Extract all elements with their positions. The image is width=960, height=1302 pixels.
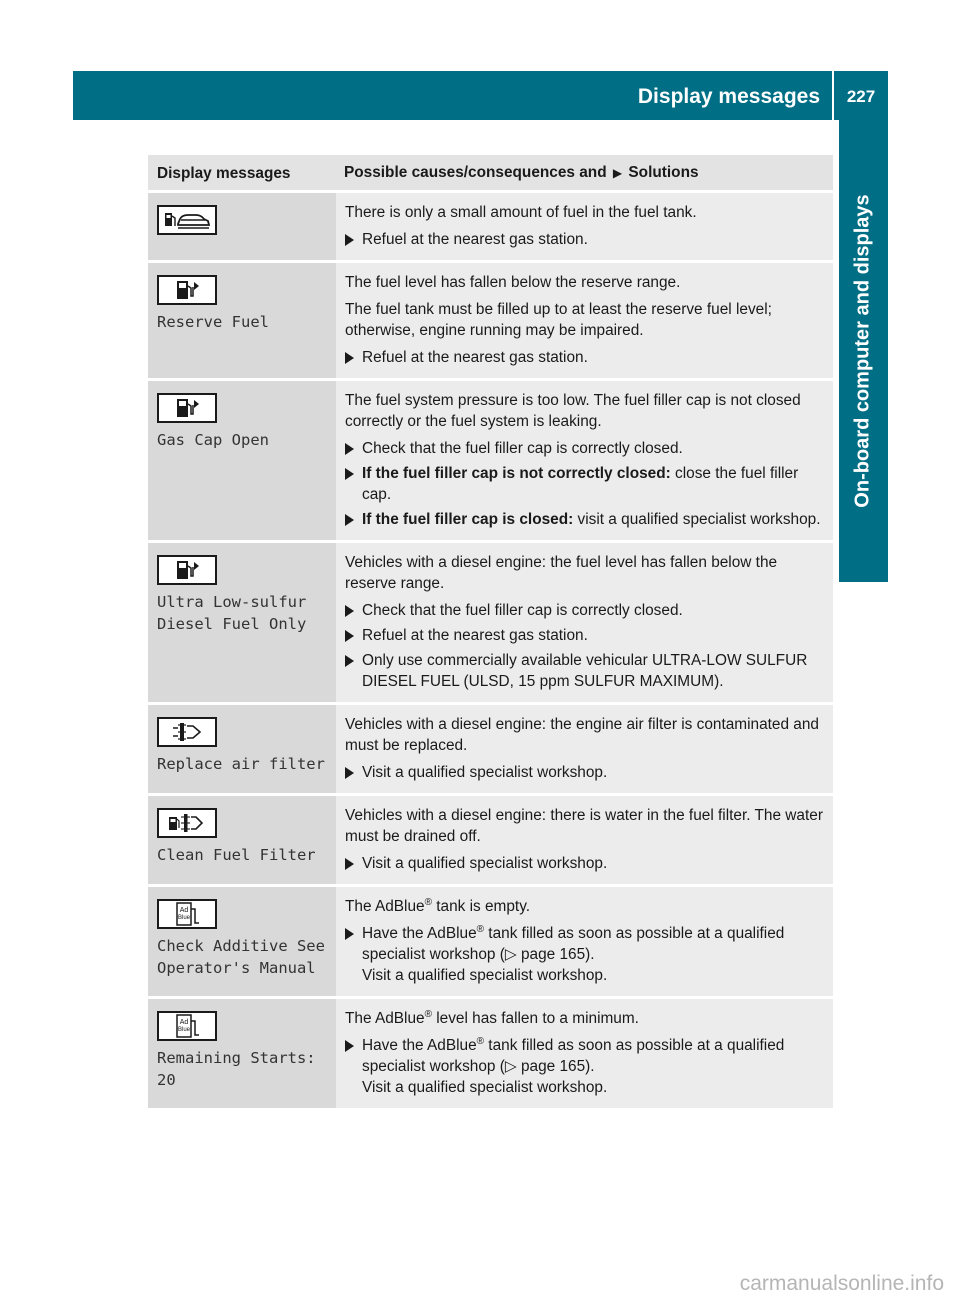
solution-step: Visit a qualified specialist workshop.	[345, 762, 827, 783]
message-cell	[148, 192, 336, 262]
step-arrow-icon	[345, 468, 354, 480]
fuel-car-icon	[157, 205, 217, 235]
solution-cell	[336, 704, 833, 795]
solution-cell	[336, 192, 833, 262]
page-number: 227	[846, 87, 876, 106]
section-title: Display messages	[637, 85, 820, 108]
step-arrow-icon	[345, 928, 354, 940]
display-message-text: Remaining Starts: 20	[157, 1049, 316, 1089]
chapter-marker	[850, 535, 887, 581]
solution-cell	[336, 380, 833, 542]
page-reference-link[interactable]: ▷ page 165	[504, 1058, 586, 1075]
air-filter-icon	[157, 717, 217, 747]
cause-text: The fuel system pressure is too low. The fuel filler cap is not closed correctly or the fuel system is leaking.	[345, 392, 801, 430]
message-cell	[148, 542, 336, 704]
solution-step: If the fuel filler cap is not correctly closed: close the fuel filler cap.	[345, 463, 827, 505]
display-message-text: Ultra Low-sulfur Diesel Fuel Only	[157, 593, 307, 633]
step-arrow-icon	[345, 443, 354, 455]
fuel-pump-icon	[157, 275, 217, 305]
solution-cell	[336, 998, 833, 1110]
solution-step: Refuel at the nearest gas station.	[345, 625, 827, 646]
cause-text: The AdBlue® level has fallen to a minimum.	[345, 1008, 639, 1027]
watermark: carmanualsonline.info	[739, 1272, 944, 1295]
step-arrow-icon	[345, 234, 354, 246]
display-message-text: Gas Cap Open	[157, 431, 269, 449]
table-row	[148, 998, 833, 1110]
table-header-row	[148, 155, 833, 192]
arrow-right-icon: ▶	[612, 166, 623, 180]
step-arrow-icon	[345, 352, 354, 364]
solution-cell	[336, 886, 833, 998]
step-arrow-icon	[345, 1040, 354, 1052]
step-arrow-icon	[345, 858, 354, 870]
adblue-blue-text: Blue	[177, 1027, 191, 1033]
step-arrow-icon	[345, 630, 354, 642]
header-solutions-text: Solutions	[628, 164, 699, 181]
cause-text: Vehicles with a diesel engine: the engine air filter is contaminated and must be replaced.	[345, 716, 819, 754]
adblue-ad-text: Ad	[179, 1019, 189, 1026]
step-arrow-icon	[345, 655, 354, 667]
message-cell	[148, 795, 336, 886]
cause-text: Vehicles with a diesel engine: there is water in the fuel filter. The water must be drained off.	[345, 807, 823, 845]
display-message-text: Check Additive See Operator's Manual	[157, 937, 325, 977]
step-arrow-icon	[345, 514, 354, 526]
table-row	[148, 704, 833, 795]
cause-text: There is only a small amount of fuel in the fuel tank.	[345, 204, 697, 221]
display-messages-table	[148, 155, 833, 1111]
message-cell	[148, 886, 336, 998]
solution-step: Check that the fuel filler cap is correctly closed.	[345, 438, 827, 459]
display-message-text: Replace air filter	[157, 755, 325, 773]
message-cell	[148, 380, 336, 542]
fuel-filter-icon	[157, 808, 217, 838]
cause-text: The fuel level has fallen below the reserve range.	[345, 274, 681, 291]
solution-step: Refuel at the nearest gas station.	[345, 229, 827, 250]
table-row	[148, 192, 833, 262]
fuel-pump-icon	[157, 555, 217, 585]
column-header-solutions	[336, 155, 833, 192]
solution-cell	[336, 795, 833, 886]
solution-step: Only use commercially available vehicular ULTRA-LOW SULFUR DIESEL FUEL (ULSD, 15 ppm SULFUR MAXIMUM).	[345, 650, 827, 692]
display-message-text: Clean Fuel Filter	[157, 846, 316, 864]
solution-step: Visit a qualified specialist workshop.	[345, 853, 827, 874]
solution-step: Have the AdBlue® tank filled as soon as possible at a qualified specialist workshop (▷ page 165). Visit a qualified specialist workshop.	[345, 923, 827, 986]
message-cell	[148, 998, 336, 1110]
cause-text: Vehicles with a diesel engine: the fuel level has fallen below the reserve range.	[345, 554, 778, 592]
adblue-icon	[157, 899, 217, 929]
header-causes-text: Possible causes/consequences and	[344, 164, 607, 181]
cause-text: The AdBlue® tank is empty.	[345, 896, 531, 915]
solution-cell	[336, 262, 833, 380]
table-row	[148, 262, 833, 380]
adblue-icon	[157, 1011, 217, 1041]
solution-step: Check that the fuel filler cap is correctly closed.	[345, 600, 827, 621]
page-header	[73, 71, 888, 120]
adblue-blue-text: Blue	[177, 915, 191, 921]
fuel-pump-icon	[157, 393, 217, 423]
table-row	[148, 380, 833, 542]
chapter-tab-label: On-board computer and displays	[851, 194, 874, 508]
message-cell	[148, 262, 336, 380]
solution-step: Refuel at the nearest gas station.	[345, 347, 827, 368]
message-cell	[148, 704, 336, 795]
page-reference-link[interactable]: ▷ page 165	[504, 946, 586, 963]
display-message-text: Reserve Fuel	[157, 313, 269, 331]
adblue-ad-text: Ad	[179, 907, 189, 914]
solution-cell	[336, 542, 833, 704]
table-row	[148, 795, 833, 886]
solution-step: Have the AdBlue® tank filled as soon as possible at a qualified specialist workshop (▷ page 165). Visit a qualified specialist workshop.	[345, 1035, 827, 1098]
cause-text: The fuel tank must be filled up to at least the reserve fuel level; otherwise, engine running may be impaired.	[345, 301, 772, 339]
column-header-messages: Display messages	[148, 155, 336, 192]
step-arrow-icon	[345, 767, 354, 779]
solution-step: If the fuel filler cap is closed: visit a qualified specialist workshop.	[345, 509, 827, 530]
table-row	[148, 542, 833, 704]
table-row	[148, 886, 833, 998]
step-arrow-icon	[345, 605, 354, 617]
